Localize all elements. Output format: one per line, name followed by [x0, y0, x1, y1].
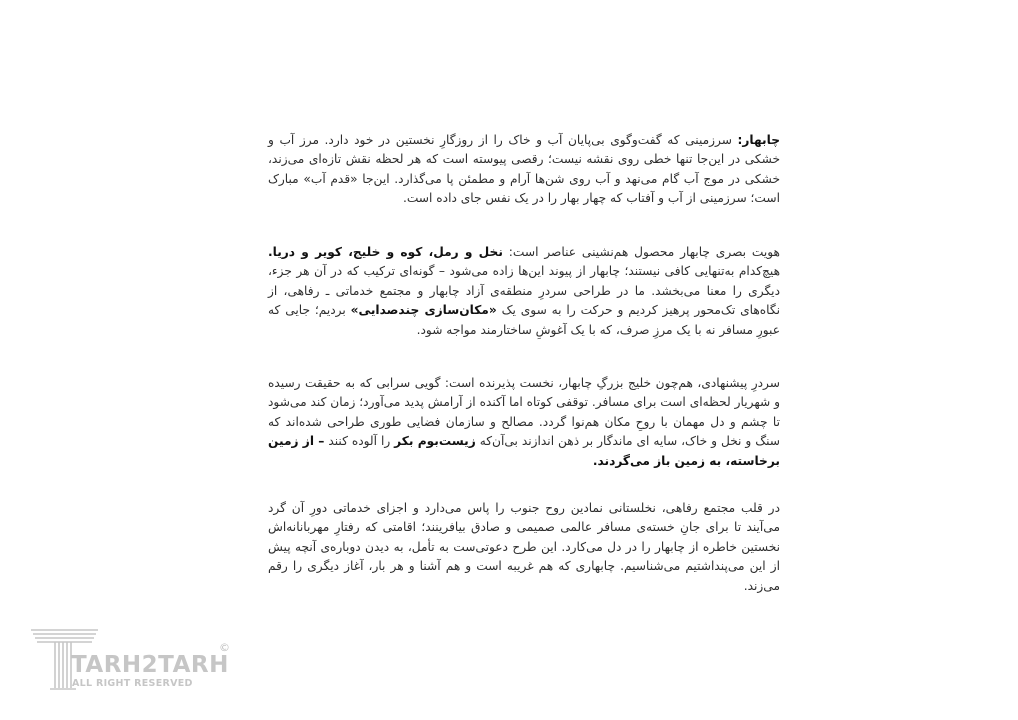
watermark-subtitle: ALL RIGHT RESERVED: [72, 678, 193, 689]
emphasis-text: چابهار:: [737, 133, 780, 147]
paragraph-complex: [268, 499, 780, 596]
emphasis-text: نخل و رمل، کوه و خلیج، کویر و دریا.: [268, 245, 503, 259]
emphasis-text: – از زمین برخاسته، به زمین باز می‌گردند.: [268, 434, 780, 468]
copyright-icon: ©: [219, 641, 230, 654]
paragraph-1-text: [268, 131, 780, 209]
watermark-logo: [30, 628, 235, 692]
body-text: در قلب مجتمع رفاهی، نخلستانی نمادین روح جنوب را پاس می‌دارد و اجزای خدماتی دورِ آن گرد می‌آیند تا برای جانِ خسته‌ی مسافر عالمی صمیمی و صادق بیافرینند؛ اقامتی که رفتارِ مهربانانه‌اش نخستین خاطره از چابهار را در دل می‌کارد. این طرح دعوتی‌ست به تأمل، به دیدن دوباره‌ی آنچه پیش از این می‌پنداشتیم می‌شناسیم. چابهاری که هم غریبه است و هم آشنا و هر بار، آغاز دیگری را رقم می‌زند.: [268, 501, 780, 593]
body-text: هیچ‌کدام به‌تنهایی کافی نیستند؛ چابهار از پیوند این‌ها زاده می‌شود – گونه‌ای ترکیب که در آن هر جزء، دیگری را معنا می‌بخشد. ما در طراحی سردرِ منطقه‌ی آزاد چابهار و مجتمع خدماتی ـ رفاهی، از نگاه‌های تک‌محور پرهیز کردیم و حرکت را به سوی یک: [268, 264, 780, 318]
body-text: هویت بصری چابهار محصول هم‌نشینی عناصر است:: [502, 245, 780, 259]
paragraph-visual-identity: [268, 243, 780, 340]
body-text: سرزمینی که گفت‌وگوی بی‌پایان آب و خاک را از روزگارِ نخستین در خود دارد. مرز آب و خشکی در این‌جا تنها خطی روی نقشه نیست؛ رقصی پیوسته است که هر لحظه نقش تازه‌ای می‌زند، خشکی در موج آب گام می‌نهد و آب روی شن‌ها آرام و مطمئن پا می‌گذارد. این‌جا «قدم آب» مبارک است؛ سرزمینی از آب و آفتاب که چهار بهار را در یک نفس جای داده است.: [268, 133, 780, 206]
emphasis-text: زیست‌بوم بکر: [394, 434, 476, 449]
paragraph-4-text: [268, 499, 780, 596]
body-text: را آلوده کنند: [324, 434, 395, 449]
emphasis-text: «مکان‌سازی چندصدایی»: [350, 303, 497, 318]
body-text: سردرِ پیشنهادی، هم‌چون خلیج بزرگِ چابهار، نخست پذیرنده است: گویی سرابی که به حقیقت رسیده و شهریار لحظه‌ای است برای مسافر. توقفی کوتاه اما آکنده از آرامش پدید می‌آورد؛ زمان کند می‌شود تا چشم و دل مهمان با روحِ مکان هم‌نوا گردد. مصالح و سازمان فضایی طوری طراحی شده‌اند که سنگ و نخل و خاک، سایه ای ماندگار بر ذهن اندازند بی‌آن‌که: [268, 376, 780, 449]
body-text: بردیم؛ جایی که عبورِ مسافر نه با یک مرزِ صرف، که با یک آغوشِ ساختارمند مواجه شود.: [268, 303, 780, 337]
paragraph-2-text: [268, 243, 780, 340]
paragraph-3-text: [268, 374, 780, 471]
paragraph-gateway: [268, 374, 780, 471]
paragraph-intro: [268, 131, 780, 209]
watermark-brand: TARH2TARH: [71, 652, 229, 678]
